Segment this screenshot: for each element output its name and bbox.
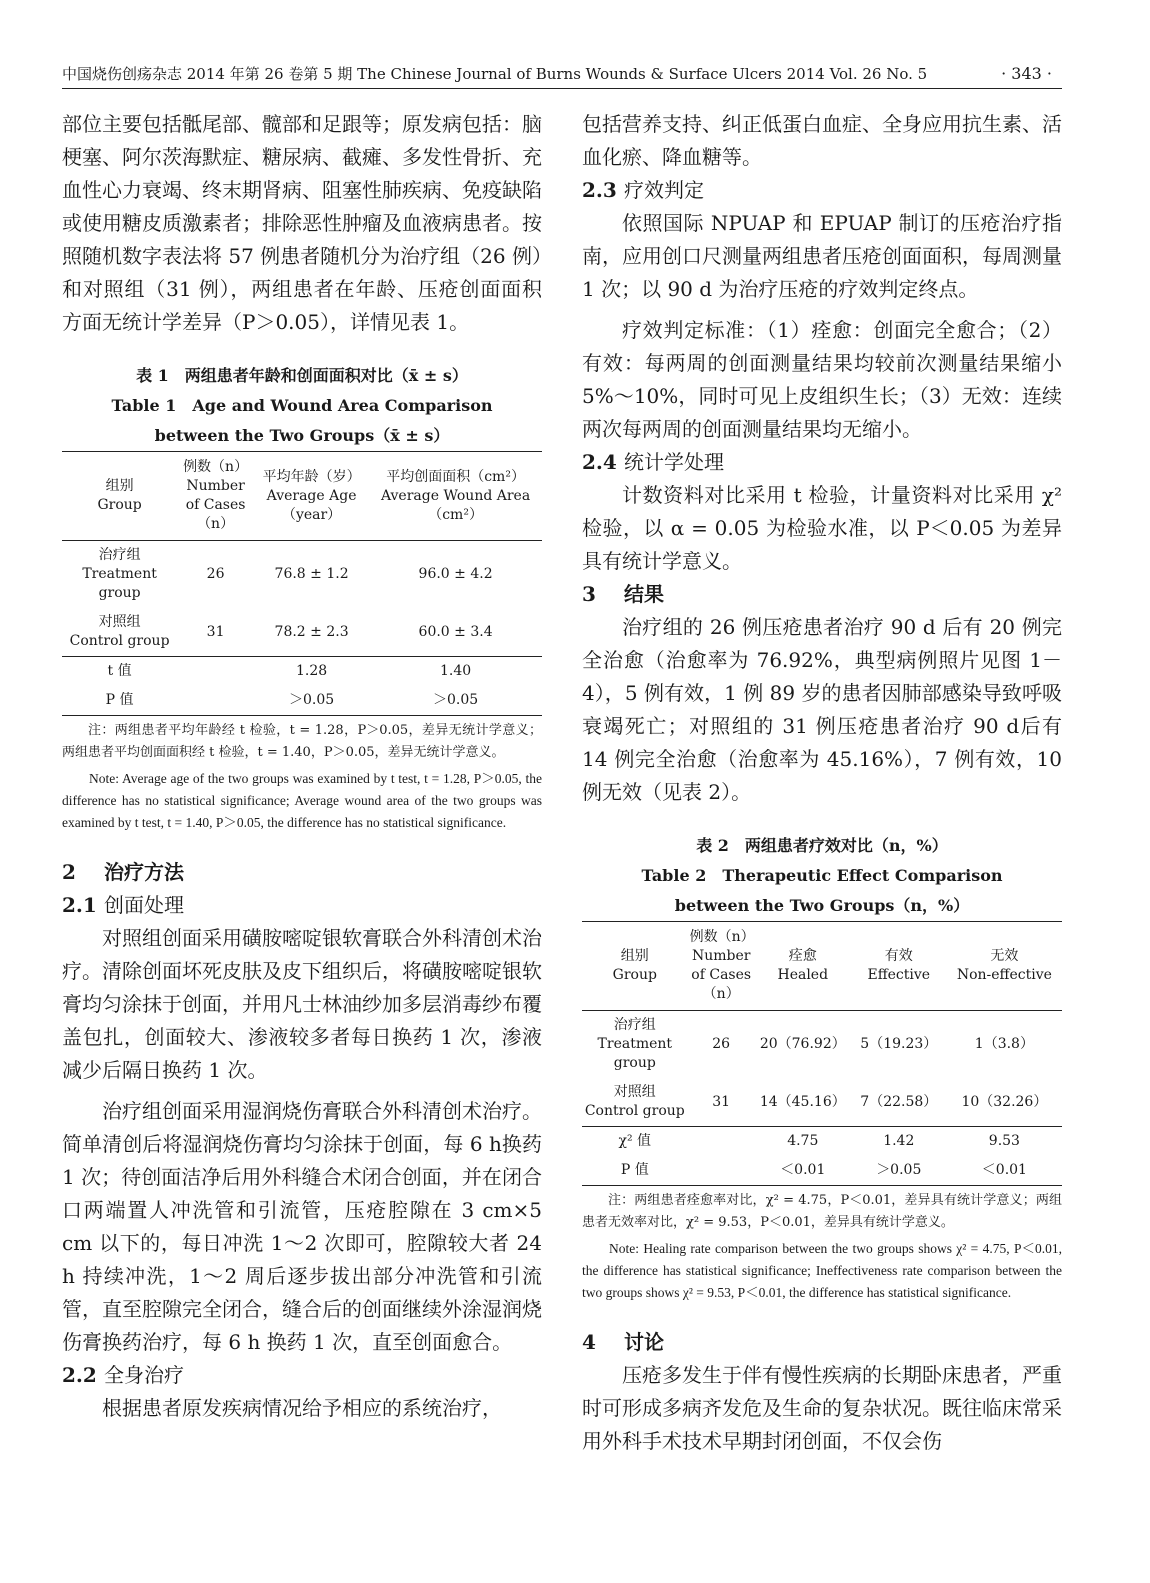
- paragraph-discussion: 压疮多发生于伴有慢性疾病的长期卧床患者，严重时可形成多病齐发危及生命的复杂状况。既往临床常采用外科手术技术早期封闭创面，不仅会伤: [582, 1363, 1062, 1453]
- table-1: [62, 361, 542, 834]
- paragraph-efficacy-criteria: 疗效判定标准：（1）痊愈：创面完全愈合；（2）有效：每两周的创面测量结果均较前次测量结果缩小 5%～10%，同时可见上皮组织生长；（3）无效：连续两次每两周的创面测量结果均无缩小。: [582, 318, 1062, 441]
- table-1-caption-cn: 表 1 两组患者年龄和创面面积对比（x̄ ± s）: [136, 366, 468, 385]
- table-row-p-value: P 值 ＜0.01 ＞0.05 ＜0.01: [582, 1156, 1062, 1186]
- table-header-cell: 有效 Effective: [851, 922, 947, 1011]
- table-header-cell: 例数（n） Number of Cases（n）: [688, 922, 755, 1011]
- table-2-grid: [582, 921, 1062, 1186]
- table-1-note-en: Note: Average age of the two groups was examined by t test, t = 1.28, P＞0.05, the difference has no statistical significance; Average wound area of the two groups was examined by t test, t = 1.40, P＞0.05, the difference has no statistical significance.: [62, 771, 542, 830]
- paragraph-results: 治疗组的 26 例压疮患者治疗 90 d 后有 20 例完全治愈（治愈率为 76.92%，典型病例照片见图 1－4），5 例有效，1 例 89 岁的患者因肺部感染导致呼吸衰竭死亡；对照组的 31 例压疮患者治疗 90 d后有 14 例完全治愈（治愈率为 45.16%），7 例有效，10 例无效（见表 2）。: [582, 615, 1062, 804]
- subsection-heading: 2.1 创面处理: [62, 893, 184, 917]
- table-1-caption-en: Table 1 Age and Wound Area Comparison: [111, 396, 493, 415]
- table-row: 对照组 Control group 31 14（45.16） 7（22.58） 10（32.26）: [584, 1084, 1048, 1119]
- running-header: [62, 62, 1062, 89]
- table-row: 治疗组 Treatment group 26 20（76.92） 5（19.23） 1（3.8）: [597, 1017, 1034, 1071]
- left-column: [62, 108, 542, 1425]
- section-heading: 4 讨论: [582, 1330, 664, 1354]
- table-row: 对照组 Control group 31 78.2 ± 2.3 60.0 ± 3.4: [69, 614, 493, 649]
- table-1-caption-en-2: between the Two Groups（x̄ ± s）: [154, 426, 450, 445]
- table-2-note-en: Note: Healing rate comparison between the two groups shows χ² = 4.75, P＜0.01, the difference has statistical significance; Ineffectiveness rate comparison between the two groups shows χ² = 9.53, P＜0.01, the difference has statistical significance.: [582, 1241, 1062, 1300]
- paragraph-control-treatment: 对照组创面采用磺胺嘧啶银软膏联合外科清创术治疗。清除创面坏死皮肤及皮下组织后，将磺胺嘧啶银软膏均匀涂抹于创面，并用凡士林油纱加多层消毒纱布覆盖包扎，创面较大、渗液较多者每日换药 1 次，渗液减少后隔日换药 1 次。: [62, 926, 542, 1082]
- paragraph-efficacy-guideline: 依照国际 NPUAP 和 EPUAP 制订的压疮治疗指南，应用创口尺测量两组患者压疮创面面积，每周测量 1 次；以 90 d 为治疗压疮的疗效判定终点。: [582, 211, 1062, 301]
- paragraph-systemic-treatment: 根据患者原发疾病情况给予相应的系统治疗，: [102, 1396, 502, 1420]
- table-2-caption-en: Table 2 Therapeutic Effect Comparison: [641, 866, 1003, 885]
- paragraph-continued: 包括营养支持、纠正低蛋白血症、全身应用抗生素、活血化瘀、降血糖等。: [582, 112, 1062, 169]
- section-heading: 2 治疗方法: [62, 860, 184, 884]
- table-1-note-cn: 注：两组患者平均年龄经 t 检验，t = 1.28，P＞0.05，差异无统计学意义；两组患者平均创面面积经 t 检验，t = 1.40，P＞0.05，差异无统计学意义。: [62, 723, 542, 760]
- table-2-caption-cn: 表 2 两组患者疗效对比（n，%）: [696, 836, 948, 855]
- subsection-heading: 2.3 疗效判定: [582, 178, 704, 202]
- paragraph-statistics: 计数资料对比采用 t 检验，计量资料对比采用 χ² 检验，以 α = 0.05 为检验水准，以 P＜0.05 为差异具有统计学意义。: [582, 483, 1062, 573]
- section-heading: 3 结果: [582, 582, 664, 606]
- table-row: 治疗组 Treatment group 26 76.8 ± 1.2 96.0 ± 4.2: [82, 547, 493, 601]
- table-header-cell: 平均创面面积（cm²） Average Wound Area（cm²）: [369, 452, 542, 541]
- table-row-p-value: P 值 ＞0.05 ＞0.05: [62, 686, 542, 716]
- table-header-cell: 平均年龄（岁） Average Age（year）: [254, 452, 369, 541]
- subsection-heading: 2.4 统计学处理: [582, 450, 724, 474]
- table-2: [582, 831, 1062, 1304]
- subsection-heading: 2.2 全身治疗: [62, 1363, 184, 1387]
- table-2-caption-en-2: between the Two Groups（n，%）: [674, 896, 970, 915]
- table-row-t-value: t 值 1.28 1.40: [62, 657, 542, 687]
- page-number: · 343 ·: [1001, 64, 1052, 83]
- table-header-cell: 组别 Group: [582, 922, 688, 1011]
- table-row-chi-square: χ² 值 4.75 1.42 9.53: [582, 1127, 1062, 1157]
- journal-title: 中国烧伤创疡杂志 2014 年第 26 卷第 5 期 The Chinese Journal of Burns Wounds & Surface Ulcers 2014 Vol. 26 No. 5: [62, 65, 928, 83]
- table-1-grid: [62, 451, 542, 716]
- right-column: [582, 108, 1062, 1458]
- table-header-cell: 组别 Group: [62, 452, 177, 541]
- paragraph-inclusion-criteria: 部位主要包括骶尾部、髋部和足跟等；原发病包括：脑梗塞、阿尔茨海默症、糖尿病、截瘫、多发性骨折、充血性心力衰竭、终末期肾病、阻塞性肺疾病、免疫缺陷或使用糖皮质激素者；排除恶性肿瘤及血液病患者。按照随机数字表法将 57 例患者随机分为治疗组（26 例）和对照组（31 例），两组患者在年龄、压疮创面面积方面无统计学差异（P＞0.05），详情见表 1。: [62, 112, 542, 334]
- table-2-note-cn: 注：两组患者痊愈率对比，χ² = 4.75，P＜0.01，差异具有统计学意义；两组患者无效率对比，χ² = 9.53，P＜0.01，差异具有统计学意义。: [582, 1193, 1062, 1230]
- paragraph-treatment-group: 治疗组创面采用湿润烧伤膏联合外科清创术治疗。简单清创后将湿润烧伤膏均匀涂抹于创面，每 6 h换药 1 次；待创面洁净后用外科缝合术闭合创面，并在闭合口两端置人冲洗管和引流管，压疮腔隙在 3 cm×5 cm 以下的，每日冲洗 1～2 次即可，腔隙较大者 24 h 持续冲洗，1～2 周后逐步拔出部分冲洗管和引流管，直至腔隙完全闭合，缝合后的创面继续外涂湿润烧伤膏换药治疗，每 6 h 换药 1 次，直至创面愈合。: [62, 1099, 542, 1354]
- table-header-cell: 例数（n） Number of Cases（n）: [177, 452, 254, 541]
- table-header-cell: 无效 Non-effective: [947, 922, 1062, 1011]
- table-header-cell: 痊愈 Healed: [755, 922, 851, 1011]
